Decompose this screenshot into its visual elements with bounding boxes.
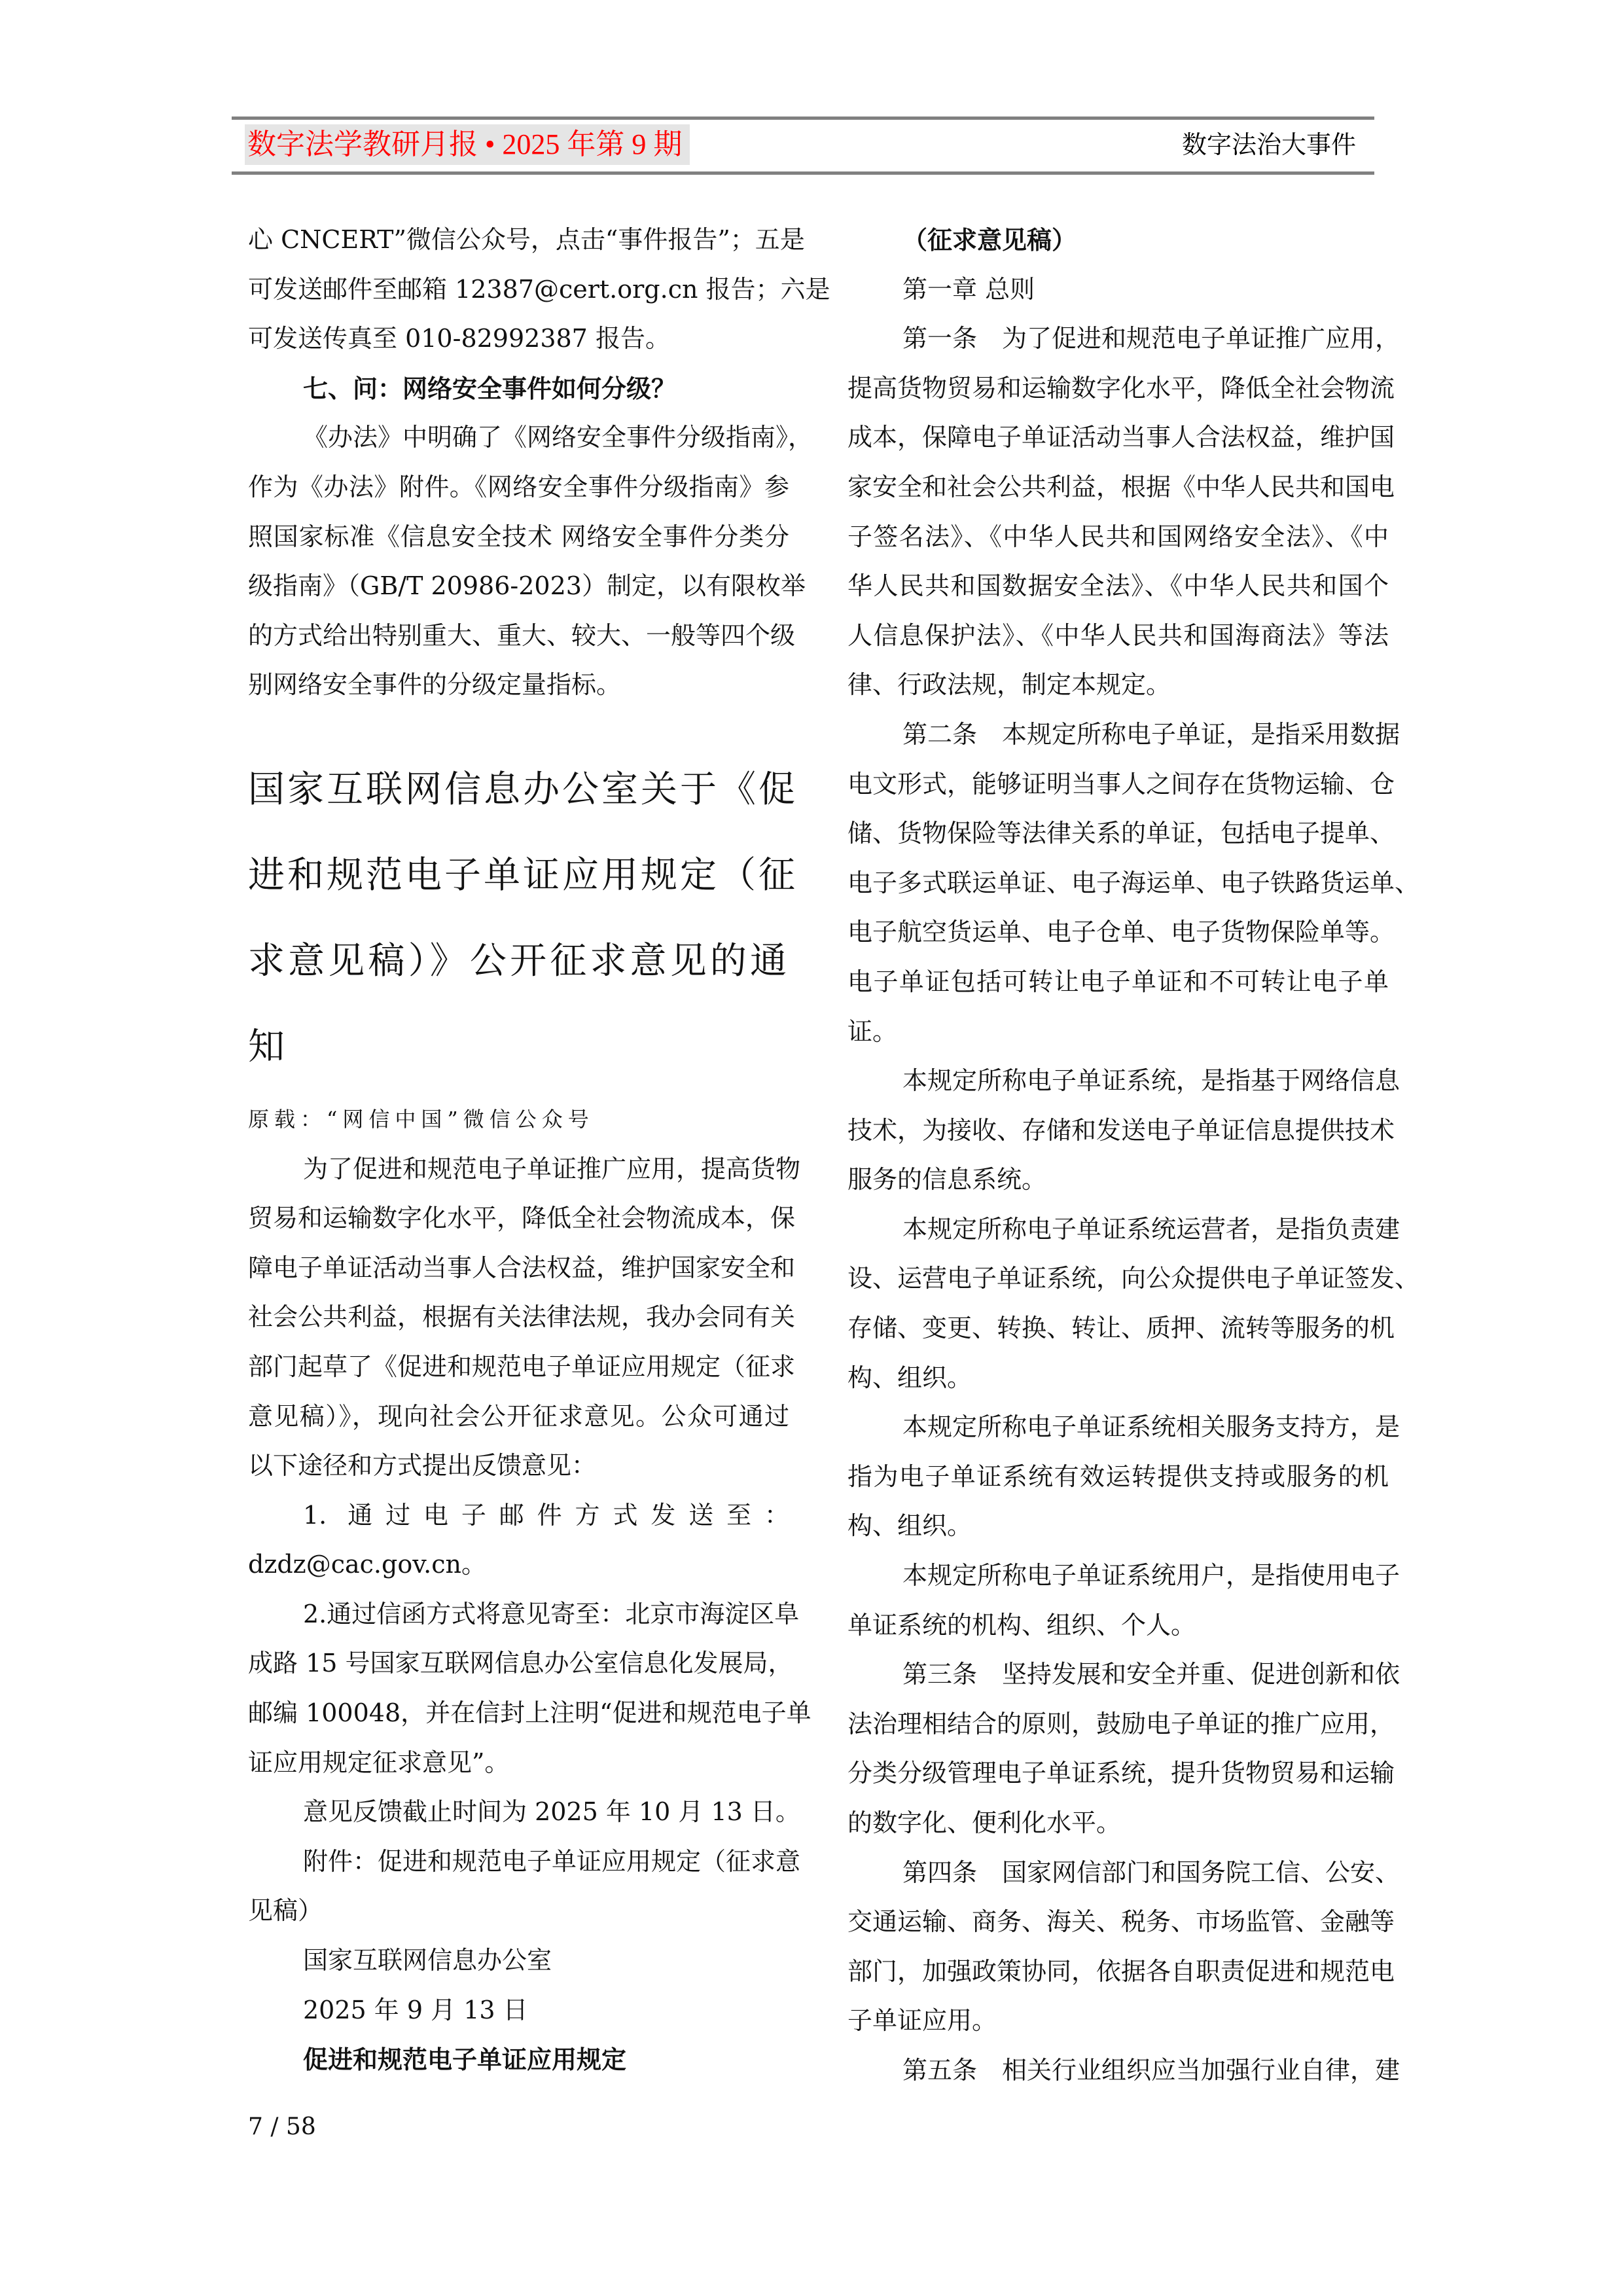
text-line: 存储、变更、转换、转让、质押、流转等服务的机 (847, 1314, 1395, 1343)
text-line: 证应用规定征求意见”。 (248, 1748, 510, 1777)
text-line: 原载：“网信中国”微信公众号 (248, 1106, 594, 1132)
paragraph (248, 413, 813, 710)
text-line: 国家互联网信息办公室关于《促 (248, 768, 798, 811)
paragraph (248, 1145, 801, 1491)
section-heading (248, 364, 789, 414)
paragraph (248, 1837, 801, 1936)
paragraph (847, 1403, 1400, 1551)
text-line: 分类分级管理电子单证系统，提升货物贸易和运输 (847, 1759, 1395, 1788)
text-line: 级指南》（GB/T 20986-2023）制定，以有限枚举 (248, 571, 806, 601)
text-line: 本规定所称电子单证系统相关服务支持方，是 (902, 1412, 1400, 1442)
text-line: 证。 (847, 1016, 898, 1046)
text-line: 第三条 坚持发展和安全并重、促进创新和依 (902, 1660, 1400, 1689)
paragraph (847, 1551, 1400, 1650)
right-column (847, 215, 1420, 2096)
text-line: 部门起草了《促进和规范电子单证应用规定（征求 (248, 1352, 796, 1381)
text-line: 技术，为接收、存储和发送电子单证信息提供技术 (847, 1115, 1395, 1145)
text-line: 律、行政法规，制定本规定。 (847, 670, 1171, 700)
text-line: 第四条 国家网信部门和国务院工信、公安、 (902, 1857, 1400, 1887)
text-line: 电子航空货运单、电子仓单、电子货物保险单等。 (847, 918, 1395, 947)
text-line: 家安全和社会公共利益，根据《中华人民共和国电 (847, 472, 1395, 501)
page-number: 7 / 58 (248, 2113, 316, 2140)
text-line: 提高货物贸易和运输数字化水平，降低全社会物流 (847, 373, 1395, 403)
text-line: 本规定所称电子单证系统运营者，是指负责建 (902, 1214, 1400, 1244)
text-line: 本规定所称电子单证系统用户，是指使用电子 (902, 1561, 1400, 1590)
text-line: 设、运营电子单证系统，向公众提供电子单证签发、 (847, 1264, 1420, 1293)
paragraph (847, 710, 1420, 1056)
paragraph (248, 1590, 812, 1787)
text-line: 《办法》中明确了《网络安全事件分级指南》， (303, 423, 813, 452)
text-line: 电子单证包括可转让电子单证和不可转让电子单 (847, 967, 1389, 996)
text-line: 成本，保障电子单证活动当事人合法权益，维护国 (847, 423, 1395, 452)
paragraph (248, 1936, 789, 1986)
text-line: dzdz@cac.gov.cn。 (248, 1550, 486, 1579)
text-line: 社会公共利益，根据有关法律法规，我办会同有关 (248, 1302, 796, 1332)
section-heading (248, 2035, 789, 2085)
header-top-rule (232, 117, 1374, 120)
text-line: 子签名法》、《中华人民共和国网络安全法》、《中 (847, 522, 1389, 551)
text-line: 作为《办法》附件。《网络安全事件分级指南》参 (248, 472, 789, 501)
text-line: 附件：促进和规范电子单证应用规定（征求意 (303, 1846, 801, 1876)
section-title: 数字法治大事件 (1182, 130, 1357, 159)
text-line: 进和规范电子单证应用规定（征 (248, 853, 798, 897)
text-line: 的数字化、便利化水平。 (847, 1808, 1122, 1837)
text-line: 促进和规范电子单证应用规定 (303, 2045, 627, 2075)
text-line: 子单证应用。 (847, 2006, 997, 2036)
text-line: 可发送传真至 010-82992387 报告。 (248, 324, 670, 353)
text-line: 第一条 为了促进和规范电子单证推广应用， (902, 324, 1400, 353)
text-line: 邮编 100048，并在信封上注明“促进和规范电子单 (248, 1698, 812, 1728)
article-title (248, 747, 798, 1090)
text-line: 第二条 本规定所称电子单证，是指采用数据 (902, 719, 1400, 749)
text-line: 第五条 相关行业组织应当加强行业自律，建 (902, 2055, 1400, 2085)
text-line: 构、组织。 (847, 1511, 972, 1541)
text-line: （征求意见稿） (902, 225, 1077, 255)
text-line: 本规定所称电子单证系统，是指基于网络信息 (902, 1066, 1400, 1096)
paragraph (847, 1056, 1400, 1205)
text-line: 构、组织。 (847, 1363, 972, 1392)
header-bottom-rule (232, 171, 1374, 175)
text-line: 照国家标准《信息安全技术 网络安全事件分类分 (248, 522, 789, 551)
text-line: 人信息保护法》、《中华人民共和国海商法》等法 (847, 620, 1389, 650)
left-column (248, 215, 830, 2085)
text-line: 的方式给出特别重大、重大、较大、一般等四个级 (248, 620, 796, 650)
paragraph (248, 215, 830, 364)
paragraph (847, 2046, 1400, 2096)
text-line: 交通运输、商务、海关、税务、市场监管、金融等 (847, 1907, 1395, 1937)
text-line: 2.通过信函方式将意见寄至：北京市海淀区阜 (303, 1599, 800, 1628)
text-line: 意见稿）》，现向社会公开征求意见。公众可通过 (248, 1401, 789, 1431)
text-line: 意见反馈截止时间为 2025 年 10 月 13 日。 (303, 1797, 800, 1827)
text-line: 指为电子单证系统有效运转提供支持或服务的机 (847, 1462, 1389, 1491)
text-line: 贸易和运输数字化水平，降低全社会物流成本，保 (248, 1204, 796, 1233)
text-line: 见稿） (248, 1896, 323, 1926)
text-line: 求意见稿）》公开征求意见的通 (248, 939, 789, 982)
text-line: 单证系统的机构、组织、个人。 (847, 1610, 1196, 1640)
text-line: 可发送邮件至邮箱 12387@cert.org.cn 报告；六是 (248, 274, 830, 304)
section-heading (847, 215, 1389, 265)
text-line: 电子多式联运单证、电子海运单、电子铁路货运单、 (847, 868, 1420, 897)
paragraph (248, 1491, 789, 1590)
text-line: 成路 15 号国家互联网信息办公室信息化发展局， (248, 1649, 793, 1678)
text-line: 电文形式，能够证明当事人之间存在货物运输、仓 (847, 769, 1395, 798)
paragraph (847, 265, 1389, 315)
paragraph (847, 1205, 1420, 1403)
text-line: 储、货物保险等法律关系的单证，包括电子提单、 (847, 819, 1395, 848)
paragraph (847, 1848, 1400, 2046)
text-line: 心 CNCERT”微信公众号，点击“事件报告”；五是 (248, 225, 805, 254)
text-line: 法治理相结合的原则，鼓励电子单证的推广应用， (847, 1709, 1395, 1738)
source-note (248, 1095, 789, 1145)
paragraph (847, 314, 1400, 710)
text-line: 别网络安全事件的分级定量指标。 (248, 670, 622, 700)
text-line: 知 (248, 1025, 287, 1068)
paragraph (847, 1650, 1400, 1848)
text-line: 服务的信息系统。 (847, 1165, 1047, 1194)
text-line: 国家互联网信息办公室 (303, 1946, 552, 1975)
paragraph (248, 1986, 789, 2036)
journal-title: 数字法学教研月报 • 2025 年第 9 期 (245, 124, 690, 165)
text-line: 第一章 总则 (902, 274, 1035, 304)
text-line: 华人民共和国数据安全法》、《中华人民共和国个 (847, 571, 1389, 601)
text-line: 为了促进和规范电子单证推广应用，提高货物 (303, 1154, 801, 1183)
text-line: 1. 通过电子邮件方式发送至： (303, 1500, 789, 1530)
text-line: 2025 年 9 月 13 日 (303, 1995, 528, 2024)
paragraph (248, 1787, 800, 1837)
text-line: 部门，加强政策协同，依据各自职责促进和规范电 (847, 1956, 1395, 1986)
text-line: 以下途径和方式提出反馈意见： (248, 1451, 597, 1480)
text-line: 障电子单证活动当事人合法权益，维护国家安全和 (248, 1253, 796, 1282)
text-line: 七、问：网络安全事件如何分级？ (303, 373, 677, 403)
